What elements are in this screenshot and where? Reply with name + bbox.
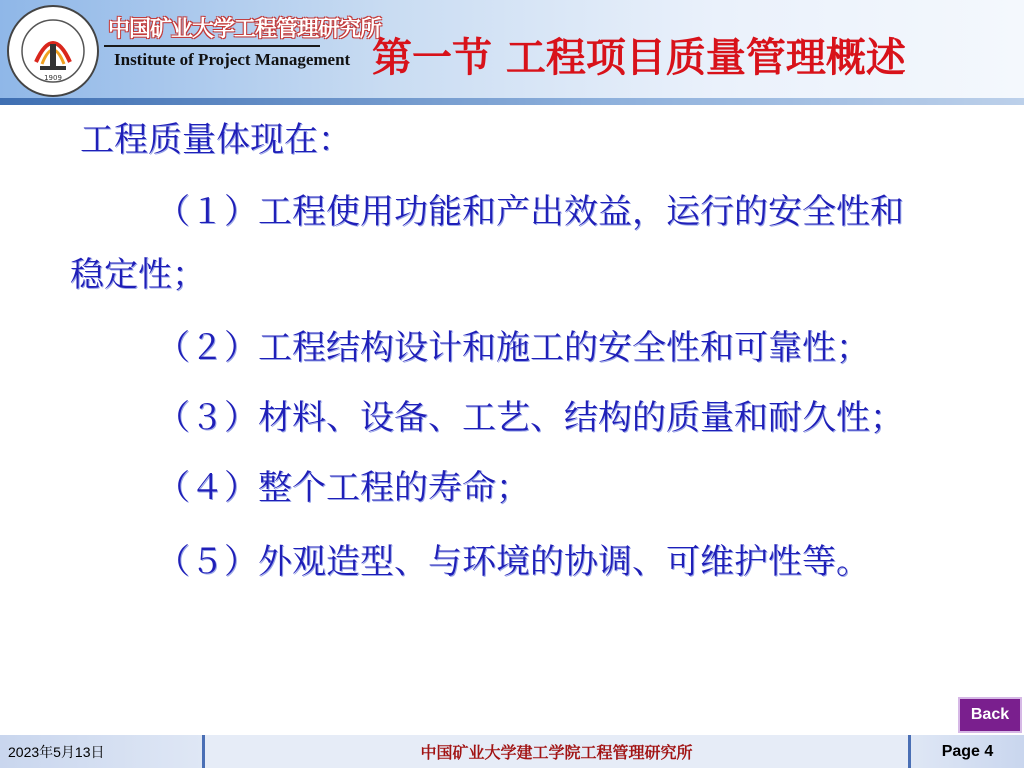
back-button[interactable]: Back (958, 697, 1022, 733)
footer-organization: 中国矿业大学建工学院工程管理研究所 (420, 743, 693, 762)
list-item-1: （１）工程使用功能和产出效益，运行的安全性和 (156, 192, 904, 232)
list-item-5: （５）外观造型、与环境的协调、可维护性等。 (156, 542, 870, 582)
institute-name-en: Institute of Project Management (114, 50, 351, 69)
institute-name-cn: 中国矿业大学工程管理研究所 (108, 17, 382, 42)
list-item-1-continued: 稳定性； (70, 255, 206, 295)
list-item-2: （２）工程结构设计和施工的安全性和可靠性； (156, 328, 870, 368)
lead-text: 工程质量体现在： (80, 120, 352, 160)
slide-title: 第一节 工程项目质量管理概述 (372, 34, 906, 81)
university-logo-icon (6, 4, 100, 98)
header-divider (0, 98, 1024, 105)
institute-divider (104, 45, 320, 47)
page-number: Page 4 (908, 735, 1024, 768)
list-item-3: （３）材料、设备、工艺、结构的质量和耐久性； (156, 398, 904, 438)
list-item-4: （４）整个工程的寿命； (156, 468, 530, 508)
footer-date: 2023年5月13日 (0, 735, 205, 768)
svg-text:1909: 1909 (44, 74, 62, 82)
